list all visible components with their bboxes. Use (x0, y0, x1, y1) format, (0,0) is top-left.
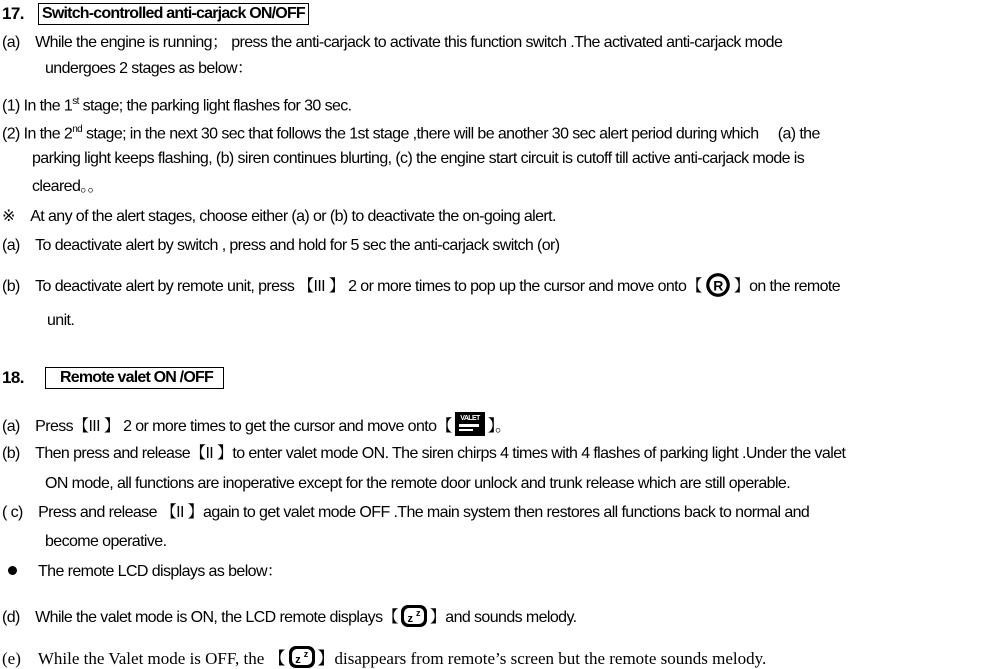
zz-icon-letter-2: z (415, 608, 420, 618)
r-icon-letter: R (712, 277, 723, 294)
s17-stage-1: (1) In the 1st stage; the parking light flashes for 30 sec. (2, 96, 352, 115)
valet-icon (454, 412, 486, 436)
s18-para-d: (d) While the valet mode is ON, the LCD remote displays【 z z 】and sounds melody. (2, 603, 577, 629)
s18-para-b-cont: ON mode, all functions are inoperative except for the remote door unlock and trunk release which are still operable. (45, 475, 791, 492)
s18-para-c: ( c) Press and release 【II 】again to get valet mode OFF .The main system then restores all functions back to normal and (2, 504, 810, 521)
s18-para-a: (a) Press【III 】 2 or more times to get the cursor and move onto【 VALET 】。 (2, 412, 511, 437)
s17-deactivate-b-cont: unit. (47, 312, 75, 329)
zz-icon-letter-1: z (407, 613, 413, 625)
s17-para-a-cont: undergoes 2 stages as below： (45, 60, 253, 77)
r-circle-icon (704, 272, 732, 298)
zz-icon-letter-1: z (294, 654, 301, 666)
s17-stage-2-cont2: cleared。。 (32, 178, 104, 195)
section-18-title: Remote valet ON /OFF (45, 367, 224, 389)
s17-stage-2-cont: parking light keeps flashing, (b) siren continues blurting, (c) the engine start circuit is cutoff till active anti-carjack mode is (32, 150, 805, 167)
section-17-number: 17. (2, 4, 24, 23)
valet-icon-label: VALET (460, 415, 480, 422)
bullet-icon (8, 566, 17, 575)
s17-para-a: (a) While the engine is running； press the anti-carjack to activate this function switch .The activated anti-carjack mode (2, 34, 783, 51)
zz-icon-letter-2: z (303, 649, 308, 659)
s18-para-e: (e) While the Valet mode is OFF, the 【 z z 】disappears from remote’s screen but the remote sounds melody. (2, 645, 766, 669)
s17-stage-2: (2) In the 2nd stage; in the next 30 sec that follows the 1st stage ,there will be another 30 sec alert period during which (a) the (2, 124, 820, 143)
s17-deactivate-a: (a) To deactivate alert by switch , press and hold for 5 sec the anti-carjack switch (or) (2, 237, 560, 254)
s18-para-c-cont: become operative. (45, 533, 167, 550)
section-18-number: 18. (2, 368, 24, 387)
section-17-title: Switch-controlled anti-carjack ON/OFF (38, 3, 309, 25)
s17-note: ※ At any of the alert stages, choose either (a) or (b) to deactivate the on-going alert. (2, 208, 556, 225)
s18-bullet-text: The remote LCD displays as below： (38, 563, 283, 580)
zz-icon (400, 603, 428, 629)
s18-para-b: (b) Then press and release【II 】to enter valet mode ON. The siren chirps 4 times with 4 flashes of parking light .Under the valet (2, 445, 846, 462)
zz-icon (288, 645, 316, 669)
s17-deactivate-b: (b) To deactivate alert by remote unit, press 【III 】 2 or more times to pop up the cursor and move onto【 R 】on the remote (2, 272, 840, 298)
